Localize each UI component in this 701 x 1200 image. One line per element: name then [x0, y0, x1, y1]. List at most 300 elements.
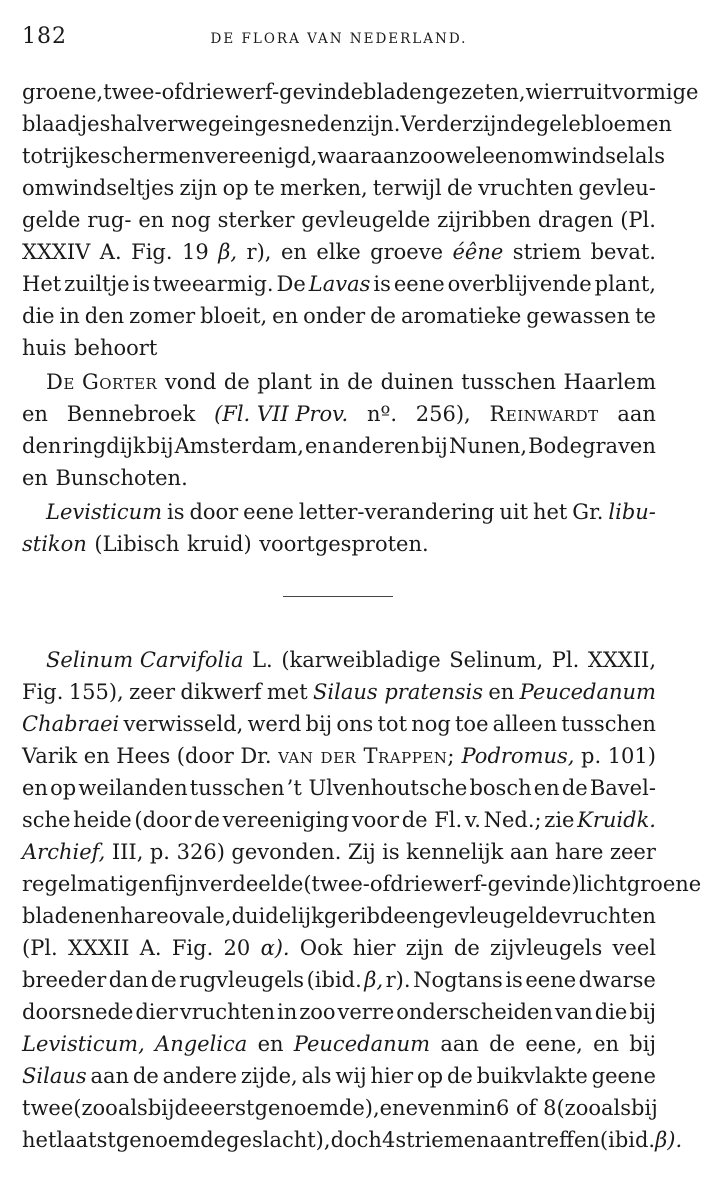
text-line [22, 236, 656, 268]
text-segment: ovale, [168, 904, 232, 928]
text-line [22, 1028, 656, 1060]
text-segment: vruchten [478, 176, 574, 200]
text-segment: ’t Ulvenhoutsche [286, 776, 468, 800]
running-title: DE FLORA VAN NEDERLAND. [210, 31, 468, 47]
text-segment: vruchten [179, 1000, 276, 1024]
text-segment: Selinum, [449, 648, 544, 672]
text-segment: Bavel- [589, 776, 656, 800]
text-segment: zijn [405, 936, 444, 960]
text-segment: Ned.; [483, 808, 542, 832]
text-segment: rug- [87, 208, 132, 232]
text-segment: (door [176, 744, 234, 768]
text-segment: doch [330, 1128, 382, 1152]
text-segment: in [276, 1000, 298, 1024]
text-segment: de [194, 808, 220, 832]
text-segment: gele [535, 112, 581, 136]
text-segment: dan [108, 968, 149, 992]
text-segment: Amsterdam, [174, 434, 304, 458]
text-segment: en [94, 904, 121, 928]
text-segment: wier [525, 80, 573, 104]
text-segment: op [50, 776, 77, 800]
text-segment: waaraan [317, 144, 409, 168]
text-segment: voor [351, 808, 400, 832]
text-segment: Archief, [22, 840, 106, 864]
text-segment: en [83, 744, 110, 768]
text-segment: striem [512, 240, 582, 264]
text-segment: Het [22, 272, 62, 296]
text-segment: ruitvormige [572, 80, 699, 104]
text-segment: letter-verandering [298, 500, 495, 524]
text-segment: groene, [22, 80, 104, 104]
text-segment: Podromus, [461, 744, 575, 768]
text-segment: tusschen [561, 712, 656, 736]
text-segment: rijke [51, 144, 100, 168]
text-segment: en [305, 434, 331, 458]
text-segment: op [222, 176, 249, 200]
text-segment: buikvlakte [476, 1064, 588, 1088]
text-line [22, 332, 656, 364]
text-segment: de [489, 1032, 516, 1056]
text-segment: behoort [74, 336, 158, 360]
text-segment: duidelijk [231, 904, 324, 928]
text-segment: het [532, 500, 568, 524]
text-segment: gevonden. [231, 840, 342, 864]
text-segment: bij [629, 1032, 656, 1056]
text-line [22, 398, 656, 430]
text-segment: (ibid. [599, 1128, 656, 1152]
text-segment: Lavas [308, 272, 371, 296]
text-segment: aan [440, 1032, 479, 1056]
text-line [22, 772, 656, 804]
text-segment: plant [257, 370, 312, 394]
text-segment: nog [171, 208, 211, 232]
text-segment: Levisticum, [22, 1032, 145, 1056]
text-segment: merken, [279, 176, 368, 200]
text-segment: tusschen [189, 776, 285, 800]
text-segment: Varik [22, 744, 78, 768]
text-segment: doorsnede [22, 1000, 134, 1024]
text-segment: en [272, 304, 299, 328]
text-segment: fijn [164, 872, 199, 896]
text-segment: is [382, 840, 400, 864]
text-segment: en [533, 776, 560, 800]
text-segment: eene [393, 272, 445, 296]
text-segment: de [453, 936, 480, 960]
text-segment: Pl. [551, 648, 580, 672]
text-segment: (ibid. [306, 968, 362, 992]
text-segment: omwindseltjes [22, 176, 175, 200]
text-segment: eene, [525, 1032, 583, 1056]
text-segment: zijde, [240, 1064, 298, 1088]
text-segment: 256), [415, 402, 471, 426]
text-segment: als [635, 144, 666, 168]
text-line [22, 836, 656, 868]
page-header [22, 20, 656, 54]
text-line [22, 1124, 683, 1156]
text-segment: met [266, 680, 308, 704]
text-segment: verdeelde [198, 872, 304, 896]
text-segment: XXXII [68, 936, 130, 960]
text-segment: in [59, 304, 80, 328]
text-line [22, 300, 656, 332]
text-segment: rugvleugels [179, 968, 305, 992]
text-line [22, 76, 699, 108]
text-segment: in [319, 370, 340, 394]
text-segment: ringdijk [62, 434, 146, 458]
text-segment: zijribben [437, 208, 532, 232]
text-segment: zoo [299, 1000, 336, 1024]
text-segment: Selinum Carvifolia [46, 648, 244, 672]
text-segment: groeve [370, 240, 444, 264]
text-line [22, 140, 666, 172]
text-segment: is [132, 272, 151, 296]
text-segment: hare [120, 904, 169, 928]
text-segment: Silaus [22, 1064, 87, 1088]
text-segment: zeer [609, 840, 656, 864]
text-segment: en [379, 1096, 406, 1120]
text-segment: de Fl. [401, 808, 463, 832]
text-segment: en [488, 680, 515, 704]
text-segment: vereeniging [222, 808, 350, 832]
text-segment: zie [544, 808, 575, 832]
text-segment: is [373, 272, 391, 296]
text-segment: aantreffen [489, 1128, 600, 1152]
text-segment: aromatieke [400, 304, 522, 328]
text-segment: Angelica [155, 1032, 248, 1056]
text-segment: sche [22, 808, 71, 832]
text-line [22, 462, 656, 494]
text-line [22, 996, 656, 1028]
text-segment: bij [147, 1096, 175, 1120]
text-segment: L. [252, 648, 273, 672]
text-segment: duinen [380, 370, 454, 394]
text-segment: v. [464, 808, 481, 832]
text-segment: van der Trappen; [278, 744, 455, 768]
text-segment: (Pl. [22, 936, 58, 960]
text-segment: nº. [366, 402, 398, 426]
text-segment: sterker [217, 208, 295, 232]
text-segment: twee [22, 1096, 74, 1120]
section-divider [283, 596, 393, 597]
text-segment: de [446, 1064, 473, 1088]
text-segment: α). [260, 936, 290, 960]
text-segment: Gr. [572, 500, 604, 524]
text-segment: dwarse [578, 968, 656, 992]
text-segment: 101) [607, 744, 656, 768]
text-segment: Verder [400, 112, 473, 136]
text-segment: kruid) [187, 532, 252, 556]
text-segment: geene [591, 1064, 656, 1088]
text-segment: (karweibladige [281, 648, 441, 672]
text-segment: driewerf-gevinde) [390, 872, 580, 896]
text-segment: bosch [469, 776, 532, 800]
text-segment: (zooals [73, 1096, 148, 1120]
text-segment: werd [247, 712, 302, 736]
text-segment: den [84, 304, 125, 328]
text-segment: p. 326) [149, 840, 225, 864]
text-segment: tot [22, 144, 52, 168]
text-segment: Nunen, [448, 434, 527, 458]
text-segment: twee- [103, 80, 162, 104]
text-line [22, 676, 656, 708]
text-segment: terwijl [372, 176, 442, 200]
text-segment: en [257, 1032, 284, 1056]
text-segment: zomer [129, 304, 196, 328]
text-segment: evenmin [405, 1096, 496, 1120]
text-segment: andere [162, 1064, 238, 1088]
text-segment: Haarlem [563, 370, 656, 394]
text-segment: aan [90, 1064, 130, 1088]
text-segment: en [280, 240, 307, 264]
text-line [22, 1060, 656, 1092]
text-line [22, 108, 672, 140]
text-segment: striemen [395, 1128, 490, 1152]
text-segment: en [22, 466, 48, 490]
text-segment: de [150, 968, 177, 992]
text-segment: hier [352, 936, 396, 960]
text-segment: bij [629, 1000, 656, 1024]
text-segment: halverwege [110, 112, 234, 136]
text-segment: Fig. [22, 680, 64, 704]
text-segment: zijn [472, 112, 510, 136]
text-segment: De [276, 272, 306, 296]
text-segment: β, [364, 968, 384, 992]
text-segment: de [132, 1064, 159, 1088]
text-segment: 155), [68, 680, 124, 704]
text-line [22, 172, 656, 204]
text-segment: bij [146, 434, 174, 458]
text-segment: A. [99, 240, 122, 264]
text-segment: is [505, 968, 523, 992]
text-segment: gevleugelde [301, 208, 431, 232]
text-segment: 6 of 8 [495, 1096, 557, 1120]
text-segment: of [369, 872, 391, 896]
text-segment: de [561, 776, 588, 800]
text-segment: Ook [299, 936, 343, 960]
text-segment: A. [139, 936, 162, 960]
text-segment: door [189, 500, 239, 524]
text-segment: Hees [116, 744, 171, 768]
text-segment: en [22, 402, 48, 426]
text-line [46, 496, 656, 528]
text-line [22, 804, 656, 836]
text-segment: tot [377, 712, 408, 736]
text-segment: bij [305, 712, 333, 736]
text-segment: nog [411, 712, 451, 736]
text-segment: β, [218, 240, 238, 264]
text-line [22, 430, 656, 462]
text-segment: de [509, 112, 536, 136]
text-segment: hare [554, 840, 604, 864]
text-segment: weilanden [78, 776, 188, 800]
text-segment: kennelijk [406, 840, 504, 864]
text-segment: dier [135, 1000, 178, 1024]
text-segment: gevleugelde [431, 904, 561, 928]
text-segment: voortgesproten. [259, 532, 429, 556]
text-segment: bij [421, 434, 448, 458]
text-segment: onder [303, 304, 366, 328]
text-segment: en [593, 1032, 620, 1056]
text-segment: bevat. [590, 240, 656, 264]
text-segment: zijn. [355, 112, 401, 136]
text-segment: heide [73, 808, 132, 832]
text-segment: XXXIV [22, 240, 91, 264]
text-line [46, 644, 656, 676]
text-segment: Reinwardt [489, 402, 599, 426]
text-segment: (Pl. [620, 208, 656, 232]
text-segment: de [446, 176, 473, 200]
text-segment: zijvleugels [490, 936, 603, 960]
text-segment: het [22, 1128, 57, 1152]
text-segment: omwindsel [520, 144, 635, 168]
text-segment: de [370, 304, 396, 328]
text-segment: Silaus pratensis [313, 680, 483, 704]
text-segment: β). [655, 1128, 683, 1152]
text-segment: gezeten, [435, 80, 526, 104]
text-segment: van [554, 1000, 593, 1024]
text-segment: 4 [381, 1128, 396, 1152]
text-line [22, 268, 656, 300]
text-segment: dragen [537, 208, 614, 232]
text-segment: 20 [223, 936, 251, 960]
text-line [46, 366, 656, 398]
text-segment: uit [499, 500, 529, 524]
text-segment: verwisseld, [123, 712, 244, 736]
text-segment: Nogtans [413, 968, 503, 992]
text-segment: zuiltje [64, 272, 130, 296]
text-segment: toe [454, 712, 489, 736]
text-segment: de [347, 370, 374, 394]
text-segment: te [253, 176, 275, 200]
text-segment: gevleu- [578, 176, 656, 200]
text-segment: XXXII, [587, 648, 656, 672]
text-segment: gelde [22, 208, 81, 232]
text-segment: Peucedanum [519, 680, 656, 704]
text-segment: stikon [22, 532, 87, 556]
text-segment: en [22, 776, 48, 800]
text-segment: Kruidk. [577, 808, 656, 832]
text-segment: overblijvende [447, 272, 592, 296]
text-segment: eene [525, 968, 577, 992]
text-segment: éêne [452, 240, 504, 264]
text-segment: r), [246, 240, 272, 264]
text-segment: (Libisch [94, 532, 180, 556]
text-line [22, 740, 656, 772]
text-segment: schermen [99, 144, 205, 168]
text-segment: lichtgroene [579, 872, 701, 896]
text-segment: Fig. [131, 240, 173, 264]
text-segment: (door [134, 808, 192, 832]
text-segment: hier [370, 1064, 414, 1088]
text-segment: Bunschoten. [55, 466, 188, 490]
text-segment: blaadjes [22, 112, 111, 136]
text-segment: of [161, 80, 182, 104]
text-segment: en [138, 872, 165, 896]
text-segment: aan [617, 402, 656, 426]
text-segment: bloeit, [200, 304, 268, 328]
text-segment: tweearmig. [153, 272, 274, 296]
text-segment: driewerf-gevinde [181, 80, 364, 104]
text-segment: eene [243, 500, 294, 524]
text-segment: en [405, 904, 432, 928]
text-segment: is [167, 500, 185, 524]
text-segment: eerstgenoemde), [200, 1096, 380, 1120]
text-segment: Levisticum [46, 500, 163, 524]
text-segment: de [174, 1096, 201, 1120]
text-segment: Peucedanum [293, 1032, 431, 1056]
text-segment: alleen [492, 712, 558, 736]
text-segment: vond [164, 370, 217, 394]
text-segment: laatstgenoemde [56, 1128, 227, 1152]
text-segment: elke [316, 240, 361, 264]
text-line [22, 528, 656, 560]
text-segment: huis [22, 336, 67, 360]
text-segment: libu- [608, 500, 656, 524]
text-segment: den [22, 434, 62, 458]
text-line [22, 1092, 656, 1124]
text-segment: vruchten [560, 904, 656, 928]
text-segment: bladen [363, 80, 436, 104]
text-segment: bij [631, 1096, 658, 1120]
text-segment: (Fl. VII Prov. [214, 402, 349, 426]
text-segment: bloemen [580, 112, 672, 136]
text-segment: als [301, 1064, 332, 1088]
text-segment: zoowel [408, 144, 483, 168]
text-segment: (zooals [556, 1096, 632, 1120]
text-segment: geslacht), [226, 1128, 331, 1152]
text-segment: tusschen [461, 370, 557, 394]
text-segment: ons [336, 712, 374, 736]
text-segment: Chabraei [22, 712, 120, 736]
page-number: 182 [22, 24, 67, 49]
text-segment: p. [581, 744, 602, 768]
text-segment: anderen [332, 434, 421, 458]
text-segment: Zij [347, 840, 376, 864]
text-line [22, 708, 656, 740]
text-segment: veel [612, 936, 656, 960]
text-segment: en [138, 208, 165, 232]
text-line [22, 868, 701, 900]
text-segment: een [482, 144, 521, 168]
text-segment: de [223, 370, 250, 394]
text-segment: (twee- [303, 872, 370, 896]
text-segment: regelmatig [22, 872, 139, 896]
text-segment: op [417, 1064, 444, 1088]
text-segment: zijn [179, 176, 218, 200]
text-segment: wij [335, 1064, 367, 1088]
text-segment: te [635, 304, 656, 328]
text-segment: Dr. [240, 744, 272, 768]
text-segment: De Gorter [46, 370, 158, 394]
text-segment: Bennebroek [66, 402, 196, 426]
text-segment: 19 [182, 240, 209, 264]
text-line [22, 932, 656, 964]
text-segment: verre [337, 1000, 395, 1024]
text-segment: die [594, 1000, 628, 1024]
text-segment: Fig. [171, 936, 214, 960]
text-segment: ingesneden [233, 112, 356, 136]
text-segment: Bodegraven [528, 434, 656, 458]
text-segment: breeder [22, 968, 107, 992]
text-segment: bladen [22, 904, 95, 928]
text-segment: vereenigd, [204, 144, 318, 168]
text-segment: r). [385, 968, 411, 992]
text-segment: gewassen [526, 304, 631, 328]
text-segment: aan [509, 840, 549, 864]
text-segment: plant, [594, 272, 656, 296]
text-line [22, 964, 656, 996]
text-line [22, 900, 656, 932]
